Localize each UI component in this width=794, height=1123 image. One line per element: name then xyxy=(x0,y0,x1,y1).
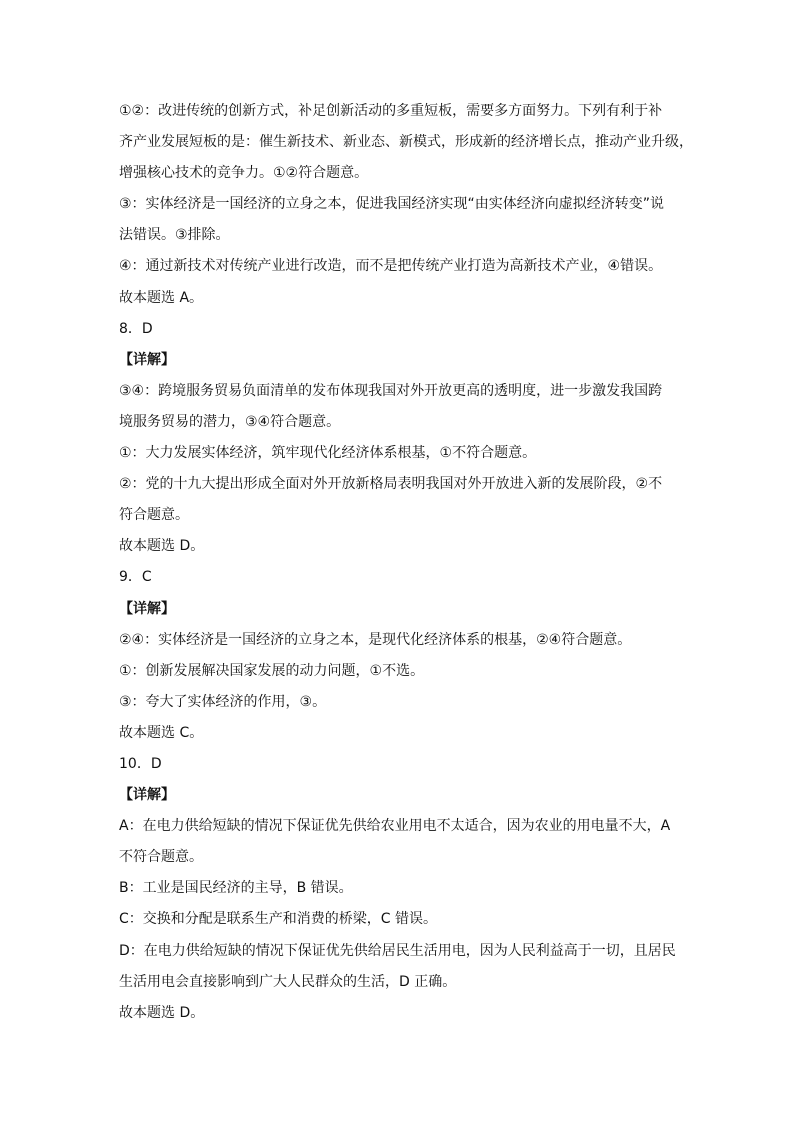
text-line: ②：党的十九大提出形成全面对外开放新格局表明我国对外开放进入新的发展阶段，②不 xyxy=(119,476,663,493)
answer-explanation-text xyxy=(119,96,693,1029)
detail-heading: 【详解】 xyxy=(119,787,175,804)
question-answer-10: 10．D xyxy=(119,755,162,772)
detail-heading: 【详解】 xyxy=(119,351,175,368)
text-line: ③：夸大了实体经济的作用，③。 xyxy=(119,693,327,710)
text-line: B：工业是国民经济的主导，B 错误。 xyxy=(119,880,353,897)
text-line: 境服务贸易的潜力，③④符合题意。 xyxy=(119,413,341,430)
conclusion-line: 故本题选 D。 xyxy=(119,1004,205,1021)
text-line: 齐产业发展短板的是：催生新技术、新业态、新模式，形成新的经济增长点，推动产业升级， xyxy=(119,134,693,151)
question-answer-9: 9．C xyxy=(119,569,152,586)
text-line: 法错误。③排除。 xyxy=(119,227,230,244)
question-answer-8: 8．D xyxy=(119,320,153,337)
text-line: A：在电力供给短缺的情况下保证优先供给农业用电不太适合，因为农业的用电量不大，A xyxy=(119,818,671,835)
text-line: ③：实体经济是一国经济的立身之本，促进我国经济实现“由实体经济向虚拟经济转变”说 xyxy=(119,196,665,213)
text-line: ①：大力发展实体经济，筑牢现代化经济体系根基，①不符合题意。 xyxy=(119,445,537,462)
text-line: ①：创新发展解决国家发展的动力问题，①不选。 xyxy=(119,662,425,679)
text-line: C：交换和分配是联系生产和消费的桥梁，C 错误。 xyxy=(119,911,437,928)
conclusion-line: 故本题选 D。 xyxy=(119,538,205,555)
conclusion-line: 故本题选 C。 xyxy=(119,724,204,741)
detail-heading: 【详解】 xyxy=(119,600,175,617)
text-line: 生活用电会直接影响到广大人民群众的生活，D 正确。 xyxy=(119,973,457,990)
text-line: ②④：实体经济是一国经济的立身之本，是现代化经济体系的根基，②④符合题意。 xyxy=(119,631,632,648)
conclusion-line: 故本题选 A。 xyxy=(119,289,204,306)
text-line: ④：通过新技术对传统产业进行改造，而不是把传统产业打造为高新技术产业，④错误。 xyxy=(119,258,663,275)
text-line: D：在电力供给短缺的情况下保证优先供给居民生活用电，因为人民利益高于一切，且居民 xyxy=(119,942,676,959)
text-line: 增强核心技术的竞争力。①②符合题意。 xyxy=(119,165,369,182)
text-line: ③④：跨境服务贸易负面清单的发布体现我国对外开放更高的透明度，进一步激发我国跨 xyxy=(119,382,663,399)
text-line: 不符合题意。 xyxy=(119,849,203,866)
text-line: 符合题意。 xyxy=(119,507,189,524)
text-line: ①②：改进传统的创新方式，补足创新活动的多重短板，需要多方面努力。下列有利于补 xyxy=(119,103,663,119)
